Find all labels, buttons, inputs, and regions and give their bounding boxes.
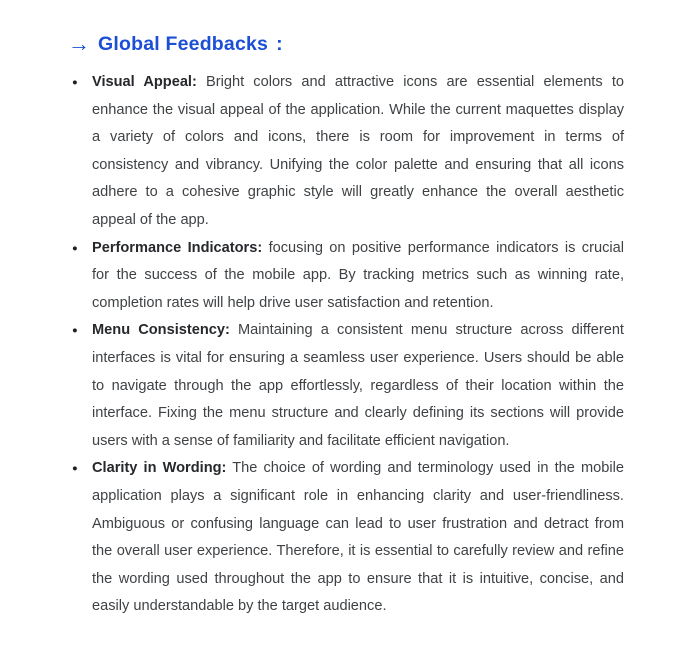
bullet-icon: ●: [72, 325, 78, 337]
bullet-icon: ●: [72, 77, 78, 88]
bullet-icon: ●: [72, 463, 78, 475]
item-label: Menu Consistency:: [92, 322, 230, 339]
list-item-menu-consistency: [68, 317, 624, 455]
item-label: Performance Indicators:: [92, 239, 263, 256]
right-arrow-icon: →: [68, 30, 90, 56]
section-title-colon: :: [276, 33, 283, 55]
item-label: Clarity in Wording:: [92, 460, 227, 477]
list-item-visual-appeal: [68, 69, 624, 235]
section-title: Global Feedbacks: [98, 33, 269, 55]
list-item-clarity-in-wording: [68, 455, 624, 621]
item-text: focusing on positive performance indicators is crucial for the success of the mobile app. By tracking metrics such as winning rate, completion rates will help drive user satisfaction and retention.: [92, 239, 624, 311]
section-heading: [68, 30, 624, 56]
item-text: The choice of wording and terminology used in the mobile application plays a significant role in enhancing clarity and user-friendliness. Ambiguous or confusing language can lead to user frustration and detract from the overall user experience. Therefore, it is essential to carefully review and refine the wording used throughout the app to ensure that it is intuitive, concise, and easily understandable by the target audience.: [92, 460, 624, 615]
item-label: Visual Appeal:: [92, 74, 197, 90]
feedback-list: [68, 69, 624, 621]
list-item-performance-indicators: [68, 235, 624, 318]
bullet-icon: ●: [72, 242, 78, 254]
item-text: Maintaining a consistent menu structure across different interfaces is vital for ensuring a seamless user experience. Users should be able to navigate through the app effortlessly, regardless of their location within the interface. Fixing the menu structure and clearly defining its sections will provide users with a sense of familiarity and facilitate efficient navigation.: [92, 322, 624, 449]
item-text: Bright colors and attractive icons are essential elements to enhance the visual appeal of the application. While the current maquettes display a variety of colors and icons, there is room for improvement in terms of consistency and vibrancy. Unifying the color palette and ensuring that all icons adhere to a cohesive graphic style will greatly enhance the overall aesthetic appeal of the app.: [92, 74, 624, 228]
